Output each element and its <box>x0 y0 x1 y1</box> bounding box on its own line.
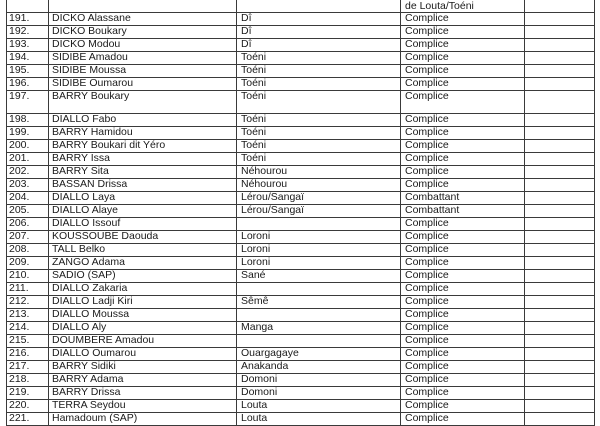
table-row <box>7 244 595 257</box>
row-number: 211. <box>7 283 49 296</box>
person-name: BARRY Adama <box>49 374 237 387</box>
person-name: DIALLO Aly <box>49 322 237 335</box>
row-number: 208. <box>7 244 49 257</box>
table-row <box>7 231 595 244</box>
role-status: Complice <box>401 140 525 153</box>
table-row <box>7 309 595 322</box>
person-name: SIDIBE Oumarou <box>49 78 237 91</box>
role-status: de Louta/Toéni <box>401 0 525 13</box>
role-status: Complice <box>401 166 525 179</box>
table-row <box>7 65 595 78</box>
person-name: DIALLO Laya <box>49 192 237 205</box>
empty-cell <box>525 296 595 309</box>
role-status: Complice <box>401 26 525 39</box>
row-number: 191. <box>7 13 49 26</box>
role-status: Complice <box>401 322 525 335</box>
table-row <box>7 26 595 39</box>
role-status: Complice <box>401 374 525 387</box>
empty-cell <box>525 26 595 39</box>
role-status: Complice <box>401 127 525 140</box>
role-status: Complice <box>401 114 525 127</box>
role-status: Complice <box>401 270 525 283</box>
empty-cell <box>525 387 595 400</box>
table-row <box>7 218 595 231</box>
empty-cell <box>525 257 595 270</box>
person-name: DIALLO Issouf <box>49 218 237 231</box>
empty-cell <box>525 166 595 179</box>
person-name: BARRY Sidiki <box>49 361 237 374</box>
table-row <box>7 335 595 348</box>
empty-cell <box>525 361 595 374</box>
empty-cell <box>525 0 595 13</box>
row-number: 217. <box>7 361 49 374</box>
table-row <box>7 348 595 361</box>
person-name: BARRY Drissa <box>49 387 237 400</box>
person-name: KOUSSOUBE Daouda <box>49 231 237 244</box>
person-name: DICKO Modou <box>49 39 237 52</box>
row-number: 203. <box>7 179 49 192</box>
person-name: TALL Belko <box>49 244 237 257</box>
table-row <box>7 192 595 205</box>
locality: Dî <box>237 39 401 52</box>
role-status: Complice <box>401 78 525 91</box>
table-row <box>7 52 595 65</box>
empty-cell <box>525 218 595 231</box>
row-number: 221. <box>7 413 49 426</box>
role-status: Complice <box>401 387 525 400</box>
table-row <box>7 78 595 91</box>
table-row <box>7 114 595 127</box>
person-name: DICKO Alassane <box>49 13 237 26</box>
locality: Loroni <box>237 257 401 270</box>
locality: Toéni <box>237 78 401 91</box>
empty-cell <box>525 39 595 52</box>
table-row <box>7 205 595 218</box>
table-row <box>7 296 595 309</box>
role-status: Complice <box>401 348 525 361</box>
row-number: 216. <box>7 348 49 361</box>
empty-cell <box>525 374 595 387</box>
locality: Toéni <box>237 114 401 127</box>
role-status: Complice <box>401 179 525 192</box>
row-number: 192. <box>7 26 49 39</box>
table-row <box>7 400 595 413</box>
person-name: DIALLO Ladji Kiri <box>49 296 237 309</box>
person-name: BARRY Boukari dit Yéro <box>49 140 237 153</box>
table-row <box>7 257 595 270</box>
row-number: 194. <box>7 52 49 65</box>
locality: Louta <box>237 400 401 413</box>
table-row <box>7 91 595 114</box>
person-name: BARRY Hamidou <box>49 127 237 140</box>
person-name: BARRY Boukary <box>49 91 237 114</box>
role-status: Complice <box>401 52 525 65</box>
role-status: Complice <box>401 257 525 270</box>
role-status: Complice <box>401 13 525 26</box>
table-row <box>7 166 595 179</box>
empty-cell <box>525 322 595 335</box>
locality: Lérou/Sangaï <box>237 192 401 205</box>
person-name: SIDIBE Moussa <box>49 65 237 78</box>
table-row <box>7 413 595 426</box>
role-status: Complice <box>401 296 525 309</box>
row-number: 210. <box>7 270 49 283</box>
table-row <box>7 387 595 400</box>
row-number: 218. <box>7 374 49 387</box>
locality <box>237 309 401 322</box>
person-name: DIALLO Alaye <box>49 205 237 218</box>
empty-cell <box>525 140 595 153</box>
locality: Néhourou <box>237 179 401 192</box>
row-number: 207. <box>7 231 49 244</box>
table-row <box>7 140 595 153</box>
empty-cell <box>525 192 595 205</box>
locality: Sêmê <box>237 296 401 309</box>
row-number: 219. <box>7 387 49 400</box>
table-row <box>7 179 595 192</box>
locality: Lérou/Sangaï <box>237 205 401 218</box>
locality: Toéni <box>237 140 401 153</box>
locality <box>237 218 401 231</box>
role-status: Complice <box>401 231 525 244</box>
empty-cell <box>525 91 595 114</box>
empty-cell <box>525 205 595 218</box>
role-status: Complice <box>401 413 525 426</box>
locality: Domoni <box>237 374 401 387</box>
row-number: 202. <box>7 166 49 179</box>
empty-cell <box>525 114 595 127</box>
empty-cell <box>525 78 595 91</box>
locality: Toéni <box>237 65 401 78</box>
row-number: 215. <box>7 335 49 348</box>
empty-cell <box>525 244 595 257</box>
role-status: Complice <box>401 218 525 231</box>
table-row <box>7 322 595 335</box>
role-status: Complice <box>401 361 525 374</box>
empty-cell <box>525 13 595 26</box>
empty-cell <box>525 400 595 413</box>
row-number: 195. <box>7 65 49 78</box>
table-row <box>7 127 595 140</box>
role-status: Complice <box>401 283 525 296</box>
empty-cell <box>525 348 595 361</box>
locality <box>237 0 401 13</box>
person-name: BASSAN Drissa <box>49 179 237 192</box>
row-number: 193. <box>7 39 49 52</box>
empty-cell <box>525 179 595 192</box>
role-status: Complice <box>401 244 525 257</box>
locality: Toéni <box>237 52 401 65</box>
role-status: Complice <box>401 309 525 322</box>
locality <box>237 283 401 296</box>
locality <box>237 335 401 348</box>
empty-cell <box>525 335 595 348</box>
person-name: BARRY Sita <box>49 166 237 179</box>
locality: Anakanda <box>237 361 401 374</box>
empty-cell <box>525 309 595 322</box>
row-number: 204. <box>7 192 49 205</box>
row-number: 200. <box>7 140 49 153</box>
person-name: ZANGO Adama <box>49 257 237 270</box>
person-name: SIDIBE Amadou <box>49 52 237 65</box>
role-status: Combattant <box>401 205 525 218</box>
table-row <box>7 270 595 283</box>
table-row <box>7 283 595 296</box>
empty-cell <box>525 52 595 65</box>
person-name: DICKO Boukary <box>49 26 237 39</box>
person-name <box>49 0 237 13</box>
row-number: 196. <box>7 78 49 91</box>
locality: Toéni <box>237 91 401 114</box>
row-number: 199. <box>7 127 49 140</box>
suspects-table-body <box>7 0 595 426</box>
table-row <box>7 153 595 166</box>
locality: Loroni <box>237 244 401 257</box>
row-number: 197. <box>7 91 49 114</box>
suspects-table <box>6 0 595 426</box>
person-name: DIALLO Oumarou <box>49 348 237 361</box>
row-number: 220. <box>7 400 49 413</box>
table-row <box>7 361 595 374</box>
person-name: DIALLO Fabo <box>49 114 237 127</box>
person-name: DIALLO Zakaria <box>49 283 237 296</box>
locality: Louta <box>237 413 401 426</box>
role-status: Complice <box>401 400 525 413</box>
empty-cell <box>525 270 595 283</box>
locality: Sané <box>237 270 401 283</box>
row-number: 205. <box>7 205 49 218</box>
locality: Manga <box>237 322 401 335</box>
person-name: BARRY Issa <box>49 153 237 166</box>
role-status: Complice <box>401 153 525 166</box>
person-name: SADIO (SAP) <box>49 270 237 283</box>
locality: Domoni <box>237 387 401 400</box>
role-status: Complice <box>401 91 525 114</box>
empty-cell <box>525 283 595 296</box>
row-number: 213. <box>7 309 49 322</box>
empty-cell <box>525 127 595 140</box>
row-number: 198. <box>7 114 49 127</box>
person-name: DOUMBERE Amadou <box>49 335 237 348</box>
row-number: 201. <box>7 153 49 166</box>
row-number <box>7 0 49 13</box>
role-status: Complice <box>401 65 525 78</box>
table-row <box>7 374 595 387</box>
row-number: 206. <box>7 218 49 231</box>
person-name: TERRA Seydou <box>49 400 237 413</box>
locality: Toéni <box>237 127 401 140</box>
row-number: 209. <box>7 257 49 270</box>
locality: Néhourou <box>237 166 401 179</box>
locality: Dî <box>237 26 401 39</box>
locality: Loroni <box>237 231 401 244</box>
empty-cell <box>525 231 595 244</box>
empty-cell <box>525 153 595 166</box>
role-status: Complice <box>401 335 525 348</box>
empty-cell <box>525 413 595 426</box>
locality: Dî <box>237 13 401 26</box>
table-row <box>7 39 595 52</box>
role-status: Combattant <box>401 192 525 205</box>
person-name: DIALLO Moussa <box>49 309 237 322</box>
empty-cell <box>525 65 595 78</box>
row-number: 212. <box>7 296 49 309</box>
table-row <box>7 13 595 26</box>
role-status: Complice <box>401 39 525 52</box>
locality: Ouargagaye <box>237 348 401 361</box>
person-name: Hamadoum (SAP) <box>49 413 237 426</box>
row-number: 214. <box>7 322 49 335</box>
locality: Toéni <box>237 153 401 166</box>
table-row <box>7 0 595 13</box>
